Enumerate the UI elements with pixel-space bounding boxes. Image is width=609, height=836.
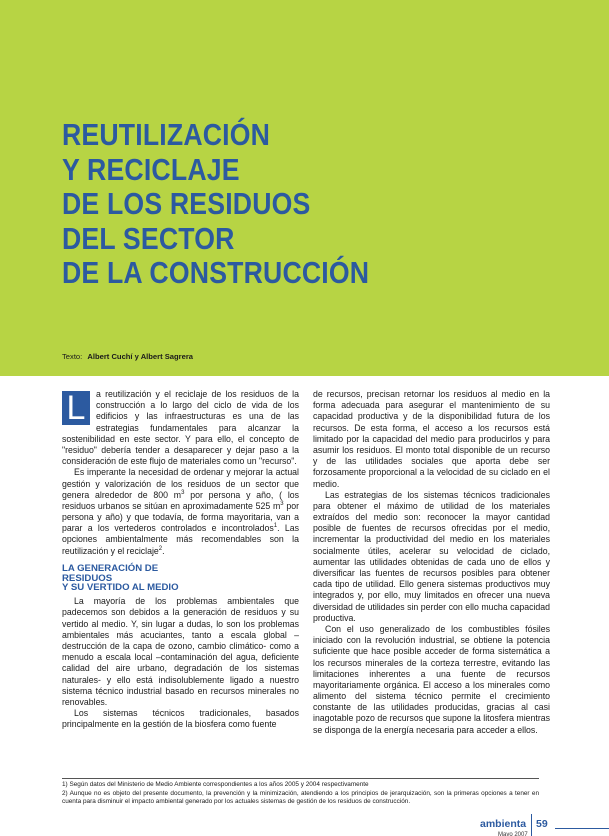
title-line: DE LA CONSTRUCCIÓN xyxy=(62,255,370,290)
title-line: REUTILIZACIÓN xyxy=(62,117,271,152)
paragraph xyxy=(62,389,299,467)
paragraph xyxy=(62,708,299,730)
footnote-ref: 2 xyxy=(158,545,163,552)
paragraph-text: . Las opciones ambientalmente más recomendables son la reutilización y el reciclaje xyxy=(62,523,299,556)
superscript: 3 xyxy=(280,500,284,507)
superscript: 3 xyxy=(181,489,185,496)
drop-cap: L xyxy=(62,391,90,425)
paragraph-text: Las estrategias de los sistemas técnicos tradicionales para obtener el máximo de utilidad de los materiales extraídos del medio son: reconocer la mayor cantidad posible de fuentes de recursos ofrecidas por el medio, incrementar la productividad del medio en los materiales socialmente útiles, acelerar su velocidad de ciclado, aumentar las utilidades obtenidas de cada uno de ellos y diversificar las fuentes de recursos posibles para obtener cada tipo de utilidad. Ello genera sistemas productivos muy integrados y, por ello, muy limitados en ofrecer una nueva diversidad de utilidades sin perder con ello mucha capacidad productiva. xyxy=(313,489,550,623)
paragraph xyxy=(313,624,550,736)
paragraph xyxy=(62,467,299,557)
footnote: 1) Según datos del Ministerio de Medio Ambiente correspondientes a los años 2005 y 2004 respectivamente xyxy=(62,781,369,788)
footnotes xyxy=(62,781,539,807)
byline-label: Texto: xyxy=(62,352,83,361)
paragraph-text: Los sistemas técnicos tradicionales, basados principalmente en la gestión de la biosfera como fuente xyxy=(62,708,299,730)
right-column xyxy=(313,389,550,736)
paragraph-text: Es imperante la necesidad de ordenar y mejorar la actual gestión y valorización de los residuos de un sector que genera alrededor de 800 m xyxy=(62,467,299,500)
paragraph-text: a reutilización y el reciclaje de los residuos de la construcción a lo largo del ciclo de vida de los edificios y las infraestructuras es una de las estrategias fundamentales para alcanzar la sostenibilidad en este sector. Y para ello, el concepto de "residuo" debería tender a desaparecer y dejar paso a la consideración de este flujo de materiales como un "recurso". xyxy=(62,389,299,467)
left-column xyxy=(62,389,299,730)
paragraph-text: . xyxy=(162,545,165,556)
paragraph xyxy=(62,596,299,708)
title-line: Y RECICLAJE xyxy=(62,151,240,187)
magazine-brand: ambienta xyxy=(480,818,527,830)
paragraph xyxy=(313,490,550,624)
issue-date: Mayo 2007 xyxy=(498,832,528,836)
paragraph xyxy=(313,389,550,490)
paragraph-text: de recursos, precisan retornar los residuos al medio en la forma adecuada para asegurar el mantenimiento de su capacidad productiva y de la disponibilidad futura de los recursos. De esta forma, el acceso a los recursos está limitado por la capacidad del medio para producirlos y para asumir los residuos. El monto total disponible de un recurso y de las utilidades sociales que aporta debe ser forzosamente proporcional a la velocidad de su ciclado en el medio. xyxy=(313,389,550,489)
section-heading-line: Y SU VERTIDO AL MEDIO xyxy=(62,582,179,594)
paragraph-text: por persona y año, ( los residuos urbanos se sitúan en aproximadamente 525 m xyxy=(62,489,300,511)
footnote-divider xyxy=(62,778,539,779)
paragraph-text: por persona y año) y que todavía, de forma mayoritaria, van a parar a los vertederos controlados e incontrolados xyxy=(62,500,299,534)
section-heading-line: RESIDUOS xyxy=(62,572,113,584)
page-number: 59 xyxy=(536,818,548,830)
paragraph-text: Con el uso generalizado de los combustibles fósiles iniciado con la revolución industrial, se obtiene la potencia suficiente que hace posible acceder de forma sistemática a los recursos minerales de la corteza terrestre, evitando las limitaciones inherentes a una fuente de recursos mayoritariamente orgánica. El acceso a los minerales como alimento del sistema técnico permite el crecimiento constante de las utilidades producidas, gracias al casi inagotable pozo de recursos que supone la litosfera mientras se disponga de la energía necesaria para acceder a ellos. xyxy=(313,623,550,735)
title-line: DE LOS RESIDUOS xyxy=(62,186,311,221)
footer-line xyxy=(555,828,609,829)
section-heading-line: LA GENERACIÓN DE xyxy=(62,562,159,574)
byline xyxy=(62,352,193,361)
footnote: 2) Aunque no es objeto del presente documento, la prevención y la minimización, atendiendo a los principios de jerarquización, son la primeras opciones a tener en cuenta para disminuir el impacto ambiental generado por los actuales sistemas de gestión de los residuos de construcción. xyxy=(62,789,539,806)
byline-authors: Albert Cuchí y Albert Sagrera xyxy=(87,352,194,361)
footnote-ref: 1 xyxy=(273,523,278,530)
paragraph-text: La mayoría de los problemas ambientales que padecemos son debidos a la generación de residuos y su vertido al medio. Y, sin lugar a dudas, lo son los problemas ambientales más acuciantes, tanto a escala global –destrucción de la capa de ozono, cambio climático- como a menudo a escala local –contaminación del agua, deficiente calidad del aire urbano, degradación de los sistemas naturales- y ello está indisolublemente ligado a nuestro sistema técnico industrial basado en recursos minerales no renovables. xyxy=(62,596,299,707)
article-title xyxy=(62,118,509,291)
title-line: DEL SECTOR xyxy=(62,220,235,256)
section-heading xyxy=(62,564,299,593)
